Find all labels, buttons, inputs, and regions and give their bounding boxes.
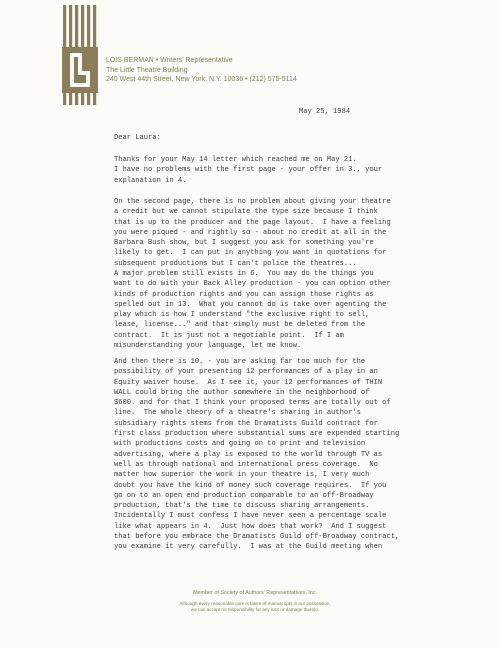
text-line: WALL could bring the author somewhere in the neighborhood of [114, 388, 370, 397]
text-line: Thanks for your May 14 letter which reached me on May 21. [114, 156, 357, 164]
text-line: you examine it very carefully. I was at the Guild meeting when [114, 543, 383, 552]
text-line: that before you embrace the Dramatists Guild off-Broadway contract, [114, 533, 400, 542]
text-line: that is up to the producer and the page layout. I have a feeling [114, 218, 391, 227]
text-line: kinds of production rights and you can assign those rights as [114, 290, 374, 299]
text-line: production, that's the time to discuss sharing arrangements. [114, 502, 370, 511]
text-line: misunderstanding your language, let me know. [114, 342, 302, 351]
text-line: like what appears in 4. Just how does that work? And I suggest [114, 522, 387, 531]
text-line: Incidentally I must confess I have never seen a percentage scale [114, 512, 387, 521]
paragraph-2 [114, 197, 490, 269]
text-line: advertising, where a play is exposed to the world through TV as [114, 450, 383, 459]
letterhead-name: LOIS BERMAN • Writers' Representative [106, 57, 233, 64]
text-line: doubt you have the kind of money such coverage requires. If you [114, 481, 387, 490]
paragraph-4 [114, 357, 490, 553]
text-line: lease, license..." and that simply must be deleted from the [114, 321, 366, 330]
text-line: subsidiary rights stems from the Dramatists Guild contract for [114, 419, 378, 428]
text-line: you were piqued - and rightly so - about no credit at all in the [114, 228, 387, 237]
text-line: A major problem still exists in 6. You may do the things you [114, 270, 374, 278]
text-line: play which is how I understand "the exclusive right to sell, [114, 311, 370, 320]
text-line: And then there is 10. - you are asking far too much for the [114, 358, 366, 366]
text-line: likely to get. I can put in anything you want in quotations for [114, 249, 387, 258]
letterhead [106, 56, 476, 85]
text-line: explanation in 4. [114, 176, 187, 185]
text-line: Barbara Bush show, but I suggest you ask for something you're [114, 239, 374, 248]
footer-disclaimer-line: Although every reasonable care is taken of manuscripts in our possession, [179, 601, 331, 606]
letterhead-building: The Little Theatre Building [106, 66, 188, 74]
footer-disclaimer-line: we can accept no responsibility for any loss or damage thereto. [190, 607, 320, 613]
text-line: matter how superior the work in your theatre is, I very much [114, 471, 370, 480]
letterhead-address: 240 West 44th Street, New York, N.Y. 10036 • (212) 575-5114 [106, 76, 297, 84]
footer-membership: Member of Society of Authors' Representatives, Inc. [193, 590, 317, 596]
text-line: want to do with your Back Alley production - you can option other [114, 280, 391, 289]
text-line: spelled out in 13. What you cannot do is take over agenting the [114, 300, 387, 309]
text-line: with productions costs and going on to print and television [114, 440, 366, 449]
paragraph-3 [114, 269, 490, 351]
lb-monogram-logo [62, 5, 100, 105]
footer-disclaimer [110, 601, 400, 614]
text-line: well as through national and international press coverage. No [114, 460, 378, 469]
salutation: Dear Laura: [114, 134, 161, 142]
paragraph-1 [114, 155, 490, 186]
text-line: On the second page, there is no problem about giving your theatre [114, 198, 391, 206]
text-line: first class production where substantial sums are expended starting [114, 430, 400, 439]
text-line: possibility of your presenting 12 performances of a play in an [114, 368, 378, 377]
text-line: contract. It is just not a negotiable point. If I am [114, 331, 344, 340]
text-line: go on to an open end production comparable to an off-Broadway [114, 491, 374, 500]
text-line: line. The whole theory of a theatre's sharing in author's [114, 409, 361, 418]
text-line: I have no problems with the first page - your offer in 3., your [114, 166, 383, 175]
text-line: a credit but we cannot stipulate the type size because I think [114, 208, 378, 217]
text-line: subsequent productions but I can't police the theatres... [114, 259, 357, 268]
text-line: Equity waiver house. As I see it, your 12 performances of THIN [114, 378, 383, 387]
letter-date: May 25, 1984 [299, 108, 351, 116]
text-line: $600. and for that I think your proposed terms are totally out of [114, 399, 391, 408]
